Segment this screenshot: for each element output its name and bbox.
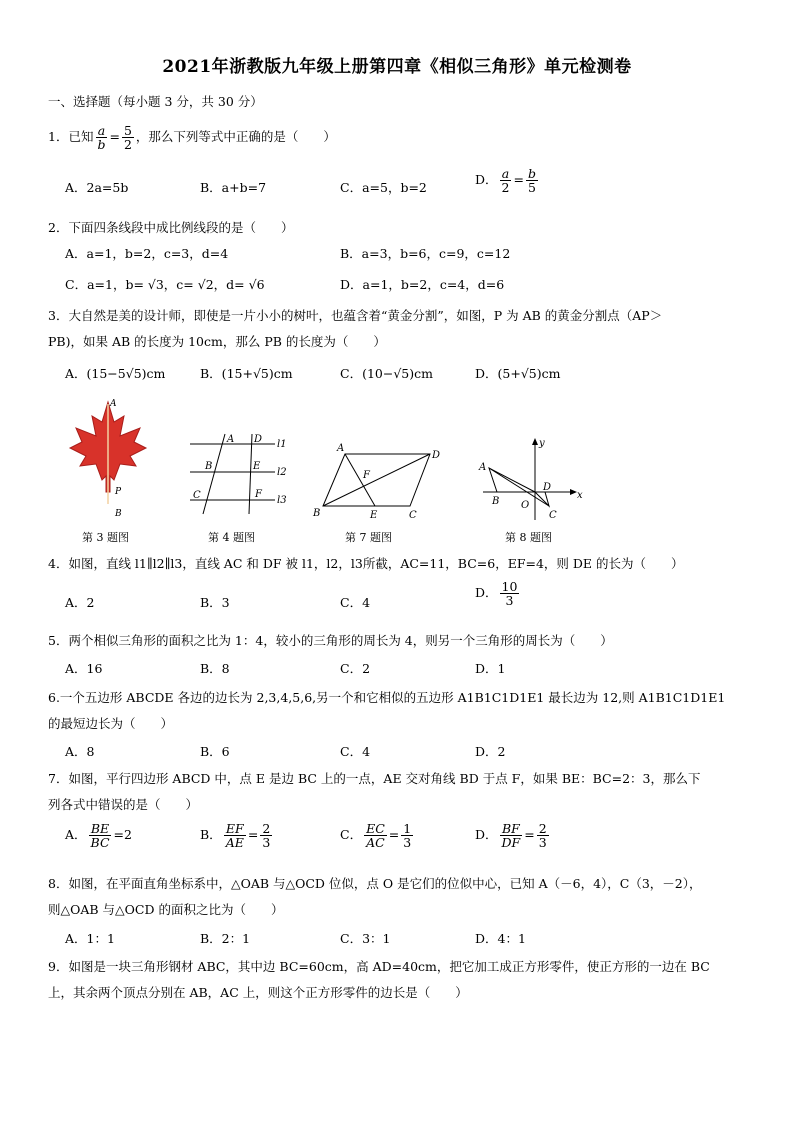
q5-option-d[interactable]: D．1 — [475, 661, 506, 676]
q3-option-b[interactable]: B．(15+√5)cm — [200, 366, 293, 381]
svg-text:B: B — [205, 461, 213, 472]
question-6-line1: 6.一个五边形 ABCDE 各边的边长为 2,3,4,5,6,另一个和它相似的五边形 A1B1C1D1E1 最长边为 12,则 A1B1C1D1E1 — [48, 690, 726, 705]
svg-text:F: F — [363, 470, 370, 481]
q7-option-a[interactable]: A． $\frac{BE}{BC}$ =2 — [65, 821, 132, 851]
q8-option-c[interactable]: C．3：1 — [340, 931, 391, 946]
question-6-line2: 的最短边长为（ ） — [48, 716, 174, 731]
q5-option-b[interactable]: B．8 — [200, 661, 230, 676]
svg-text:D: D — [543, 482, 552, 493]
q4-option-b[interactable]: B．3 — [200, 595, 230, 610]
svg-text:E: E — [370, 510, 378, 521]
svg-text:C: C — [193, 490, 201, 501]
svg-text:A: A — [479, 462, 487, 473]
q2-option-b[interactable]: B．a=3，b=6，c=9，c=12 — [340, 246, 511, 261]
svg-text:x: x — [577, 490, 583, 501]
q8-option-a[interactable]: A．1：1 — [65, 931, 115, 946]
svg-text:F: F — [255, 489, 262, 500]
figure-8 — [475, 436, 590, 526]
question-5-stem: 5．两个相似三角形的面积之比为 1：4，较小的三角形的周长为 4，则另一个三角形的周长为（ ） — [48, 633, 613, 648]
svg-text:E: E — [253, 461, 261, 472]
q1-post: ，那么下列等式中正确的是（ ） — [135, 129, 336, 145]
q2-option-c[interactable]: C．a=1，b= √3，c= √2，d= √6 — [65, 277, 265, 292]
q6-option-c[interactable]: C．4 — [340, 744, 371, 759]
leaf-label-a: A — [110, 399, 117, 409]
q4-option-d[interactable]: D． $\frac{10}{3}$ — [475, 579, 518, 609]
q3-option-c[interactable]: C．(10−√5)cm — [340, 366, 433, 381]
leaf-label-b: B — [115, 509, 122, 519]
q1-pre: 1．已知 — [48, 129, 94, 145]
question-7-line1: 7．如图，平行四边形 ABCD 中，点 E 是边 BC 上的一点，AE 交对角线 BD 于点 F，如果 BE：BC=2：3，那么下 — [48, 771, 701, 786]
section-heading: 一、选择题（每小题 3 分，共 30 分） — [48, 94, 263, 109]
svg-text:C: C — [409, 510, 417, 521]
svg-text:D: D — [254, 434, 263, 445]
caption-fig8: 第 8 题图 — [505, 531, 552, 544]
q2-option-a[interactable]: A．a=1，b=2，c=3，d=4 — [65, 246, 229, 261]
q1-frac-ab: $\frac{a}{b}$ — [97, 123, 106, 153]
question-1-stem: 1．已知 $\frac{a}{b}$ = $\frac{5}{2}$ ，那么下列等式中正确的是（ ） — [48, 123, 336, 153]
svg-text:A: A — [337, 443, 345, 454]
q1-option-b[interactable]: B．a+b=7 — [200, 180, 267, 195]
caption-fig4: 第 4 题图 — [208, 531, 255, 544]
caption-fig7: 第 7 题图 — [345, 531, 392, 544]
question-2-stem: 2．下面四条线段中成比例线段的是（ ） — [48, 220, 294, 235]
leaf-label-p: P — [115, 487, 122, 497]
q6-option-a[interactable]: A．8 — [65, 744, 95, 759]
question-7-line2: 列各式中错误的是（ ） — [48, 797, 199, 812]
q8-option-d[interactable]: D．4：1 — [475, 931, 526, 946]
q6-option-b[interactable]: B．6 — [200, 744, 230, 759]
svg-text:l3: l3 — [277, 495, 287, 506]
question-3-line2: PB)，如果 AB 的长度为 10cm，那么 PB 的长度为（ ） — [48, 334, 386, 349]
figure-7 — [305, 440, 445, 525]
caption-fig3: 第 3 题图 — [82, 531, 129, 544]
svg-text:B: B — [492, 496, 500, 507]
svg-text:O: O — [521, 500, 530, 511]
q3-option-a[interactable]: A．(15−5√5)cm — [65, 366, 166, 381]
question-9-line1: 9．如图是一块三角形钢材 ABC，其中边 BC=60cm，高 AD=40cm，把它加工成正方形零件，使正方形的一边在 BC — [48, 959, 710, 974]
q5-option-a[interactable]: A．16 — [65, 661, 103, 676]
q4-option-a[interactable]: A．2 — [65, 595, 95, 610]
q6-option-d[interactable]: D．2 — [475, 744, 506, 759]
q1-option-a[interactable]: A．2a=5b — [65, 180, 129, 195]
svg-text:A: A — [227, 434, 235, 445]
q5-option-c[interactable]: C．2 — [340, 661, 371, 676]
svg-text:l1: l1 — [277, 439, 287, 450]
svg-text:C: C — [549, 510, 557, 521]
svg-text:B: B — [313, 508, 321, 519]
q1-option-d[interactable]: D． $\frac{a}{2}$ = $\frac{b}{5}$ — [475, 166, 536, 196]
question-9-line2: 上，其余两个顶点分别在 AB，AC 上，则这个正方形零件的边长是（ ） — [48, 985, 468, 1000]
q1-frac-52: $\frac{5}{2}$ — [123, 123, 132, 153]
question-3-line1: 3．大自然是美的设计师，即使是一片小小的树叶，也蕴含着“黄金分割”，如图，P 为 AB 的黄金分割点（AP＞ — [48, 308, 663, 323]
page-title: 2021年浙教版九年级上册第四章《相似三角形》单元检测卷 — [162, 57, 632, 77]
maple-leaf-figure — [60, 392, 150, 522]
question-8-line1: 8．如图，在平面直角坐标系中，△OAB 与△OCD 位似，点 O 是它们的位似中心，已知 A（－6，4），C（3，－2）， — [48, 876, 702, 891]
figure-4 — [185, 432, 295, 522]
question-4-stem: 4．如图，直线 l1∥l2∥l3，直线 AC 和 DF 被 l1，l2，l3所截，AC=11，BC=6，EF=4，则 DE 的长为（ ） — [48, 556, 684, 571]
q7-option-b[interactable]: B． $\frac{EF}{AE}$ = $\frac{2}{3}$ — [200, 821, 271, 851]
svg-text:y: y — [539, 438, 545, 449]
svg-text:D: D — [432, 450, 441, 461]
q7-option-c[interactable]: C． $\frac{EC}{AC}$ = $\frac{1}{3}$ — [340, 821, 412, 851]
q2-option-d[interactable]: D．a=1，b=2，c=4，d=6 — [340, 277, 505, 292]
q3-option-d[interactable]: D．(5+√5)cm — [475, 366, 561, 381]
q7-option-d[interactable]: D． $\frac{BF}{DF}$ = $\frac{2}{3}$ — [475, 821, 547, 851]
question-8-line2: 则△OAB 与△OCD 的面积之比为（ ） — [48, 902, 284, 917]
q1-option-c[interactable]: C．a=5，b=2 — [340, 180, 427, 195]
svg-text:l2: l2 — [277, 467, 287, 478]
q4-option-c[interactable]: C．4 — [340, 595, 371, 610]
q8-option-b[interactable]: B．2：1 — [200, 931, 251, 946]
